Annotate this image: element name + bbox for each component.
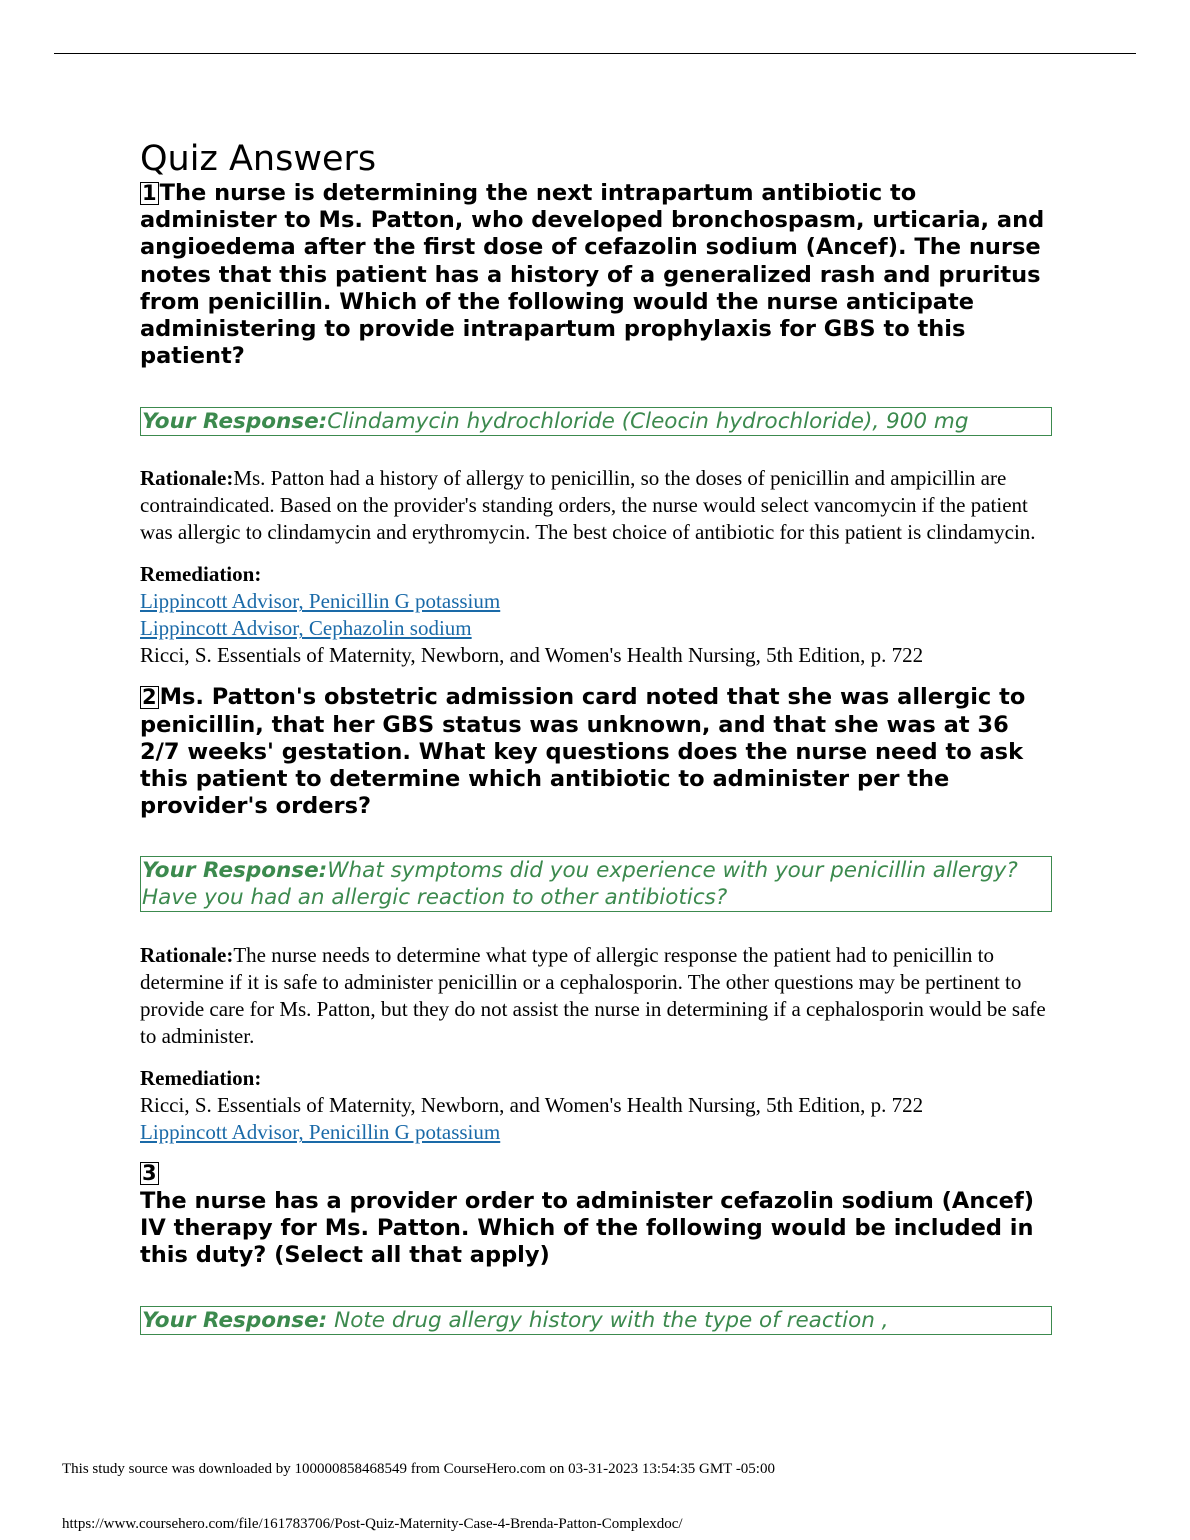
question-number-badge: 2: [142, 685, 157, 710]
question-block-1: [140, 180, 1052, 669]
question-number-badge: 1: [142, 181, 157, 205]
rationale-label: Rationale:: [140, 943, 234, 968]
remediation-reference: Ricci, S. Essentials of Maternity, Newborn, and Women's Health Nursing, 5th Edition, p. 722: [140, 643, 924, 668]
footer-source-note: This study source was downloaded by 100000858468549 from CourseHero.com on 03-31-2023 13:54:35 GMT -05:00: [62, 1461, 775, 1477]
rationale-label: Rationale:: [140, 466, 234, 491]
remediation-reference: Ricci, S. Essentials of Maternity, Newborn, and Women's Health Nursing, 5th Edition, p. 722: [140, 1093, 924, 1118]
footer-url: https://www.coursehero.com/file/161783706/Post-Quiz-Maternity-Case-4-Brenda-Patton-Complexdoc/: [62, 1516, 683, 1532]
response-label: Your Response:: [142, 1308, 328, 1334]
remediation-link[interactable]: Lippincott Advisor, Penicillin G potassium: [140, 1120, 501, 1145]
remediation: [140, 561, 1052, 669]
rationale: [140, 465, 1052, 546]
response-label: Your Response:: [142, 858, 328, 884]
response-text: What symptoms did you experience with your penicillin allergy? Have you had an allergic reaction to other antibiotics?: [142, 858, 1018, 911]
rationale-text: The nurse needs to determine what type of allergic response the patient had to penicillin to determine if it is safe to administer penicillin or a cephalosporin. The other questions may be pertinent to provide care for Ms. Patton, but they do not assist the nurse in determining if a cephalosporin would be safe to administer.: [140, 943, 1046, 1049]
question-1-text: The nurse is determining the next intrapartum antibiotic to administer to Ms. Patton, who developed bronchospasm, urticaria, and angioedema after the first dose of cefazolin sodium (Ancef). The nurse notes that this patient has a history of a generalized rash and pruritus from penicillin. Which of the following would the nurse anticipate administering to provide intrapartum prophylaxis for GBS to this patient?: [140, 180, 1045, 370]
response-text: Clindamycin hydrochloride (Cleocin hydrochloride), 900 mg: [327, 409, 969, 435]
remediation-label: Remediation:: [140, 562, 262, 587]
rationale-text: Ms. Patton had a history of allergy to penicillin, so the doses of penicillin and ampicillin are contraindicated. Based on the provider's standing orders, the nurse would select vancomycin if the patient was allergic to clindamycin and erythromycin. The best choice of antibiotic for this patient is clindamycin.: [140, 466, 1036, 545]
your-response-box: [140, 856, 1052, 912]
question-2-text: Ms. Patton's obstetric admission card noted that she was allergic to penicillin, that her GBS status was unknown, and that she was at 36 2/7 weeks' gestation. What key questions does the nurse need to ask this patient to determine which antibiotic to administer per the provider's orders?: [140, 684, 1026, 820]
response-label: Your Response:: [142, 409, 328, 435]
your-response-box: [140, 407, 1052, 436]
question-number-badge: 3: [142, 1161, 157, 1186]
quiz-content: [140, 138, 1052, 1335]
top-rule: [54, 53, 1136, 54]
response-text: Note drug allergy history with the type of reaction ,: [327, 1308, 889, 1334]
question-text: [140, 180, 1052, 370]
question-number-row: [140, 1160, 1052, 1187]
rationale: [140, 942, 1052, 1050]
question-3-text: The nurse has a provider order to administer cefazolin sodium (Ancef) IV therapy for Ms. Patton. Which of the following would be included in this duty? (Select all that apply): [140, 1187, 1035, 1269]
your-response-box: [140, 1306, 1052, 1335]
page-title: Quiz Answers: [140, 139, 377, 179]
question-text: [140, 684, 1052, 820]
remediation-link[interactable]: Lippincott Advisor, Cephazolin sodium: [140, 616, 472, 641]
question-block-3: [140, 1160, 1052, 1335]
remediation: [140, 1065, 1052, 1146]
question-block-2: [140, 684, 1052, 1146]
remediation-link[interactable]: Lippincott Advisor, Penicillin G potassium: [140, 589, 501, 614]
remediation-label: Remediation:: [140, 1066, 262, 1091]
